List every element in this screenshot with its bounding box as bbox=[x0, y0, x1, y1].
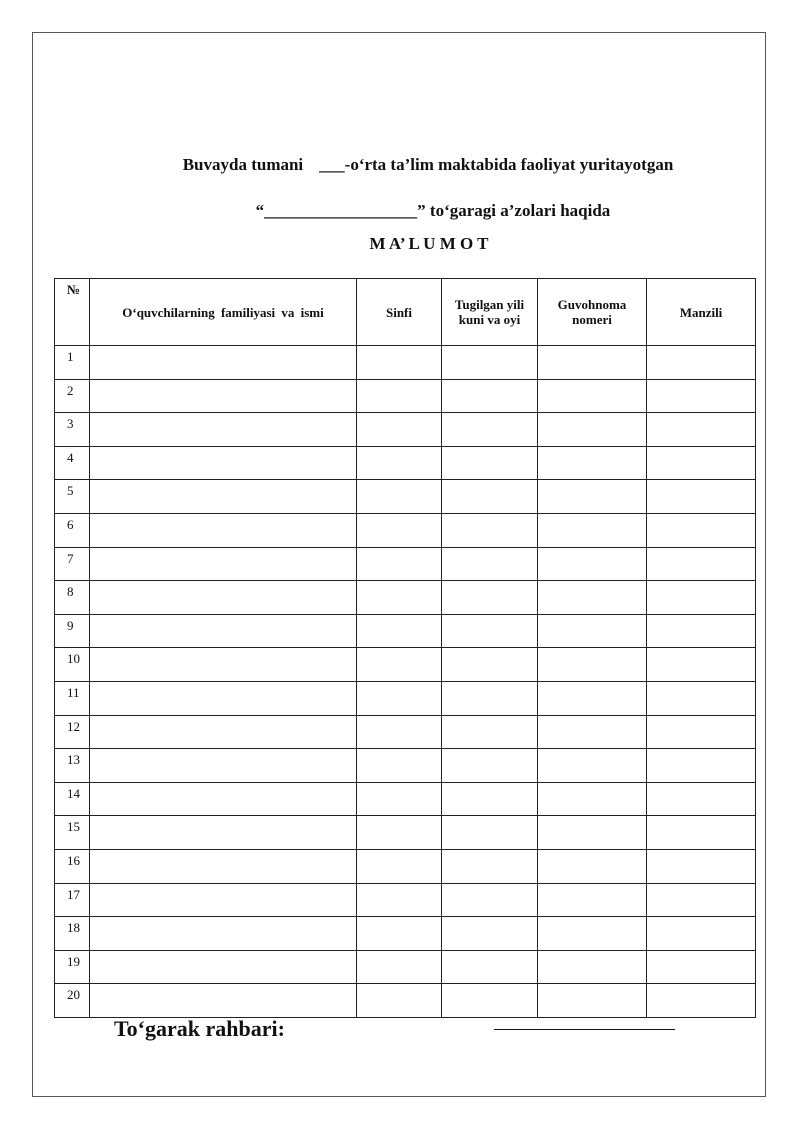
student-name-cell[interactable] bbox=[90, 614, 357, 648]
student-name-cell[interactable] bbox=[90, 950, 357, 984]
birth-date-cell[interactable] bbox=[442, 413, 538, 447]
student-name-cell[interactable] bbox=[90, 581, 357, 615]
class-cell[interactable] bbox=[357, 984, 442, 1018]
birth-date-cell[interactable] bbox=[442, 346, 538, 380]
table-row bbox=[55, 379, 756, 413]
header-class: Sinfi bbox=[357, 279, 442, 346]
certificate-cell[interactable] bbox=[538, 446, 647, 480]
certificate-cell[interactable] bbox=[538, 917, 647, 951]
student-name-cell[interactable] bbox=[90, 715, 357, 749]
certificate-cell[interactable] bbox=[538, 547, 647, 581]
certificate-cell[interactable] bbox=[538, 681, 647, 715]
table-row bbox=[55, 413, 756, 447]
table-row bbox=[55, 749, 756, 783]
address-cell[interactable] bbox=[647, 984, 756, 1018]
certificate-cell[interactable] bbox=[538, 984, 647, 1018]
table-row bbox=[55, 681, 756, 715]
class-cell[interactable] bbox=[357, 715, 442, 749]
district-name: Buvayda tumani bbox=[182, 155, 304, 174]
address-cell[interactable] bbox=[647, 379, 756, 413]
certificate-cell[interactable] bbox=[538, 413, 647, 447]
table-row bbox=[55, 648, 756, 682]
table-header-row bbox=[55, 279, 756, 346]
class-cell[interactable] bbox=[357, 681, 442, 715]
birth-date-cell[interactable] bbox=[442, 379, 538, 413]
student-name-cell[interactable] bbox=[90, 917, 357, 951]
student-name-cell[interactable] bbox=[90, 749, 357, 783]
row-number: 20 bbox=[55, 984, 90, 1018]
birth-date-cell[interactable] bbox=[442, 480, 538, 514]
birth-date-cell[interactable] bbox=[442, 816, 538, 850]
table-row bbox=[55, 513, 756, 547]
birth-date-cell[interactable] bbox=[442, 950, 538, 984]
certificate-cell[interactable] bbox=[538, 379, 647, 413]
certificate-cell[interactable] bbox=[538, 883, 647, 917]
table-row bbox=[55, 883, 756, 917]
row-number: 10 bbox=[55, 648, 90, 682]
header-certificate-number: Guvohnoma nomeri bbox=[538, 279, 647, 346]
row-number: 14 bbox=[55, 782, 90, 816]
birth-date-cell[interactable] bbox=[442, 648, 538, 682]
student-name-cell[interactable] bbox=[90, 681, 357, 715]
signature-line bbox=[494, 1029, 675, 1030]
class-cell[interactable] bbox=[357, 648, 442, 682]
birth-date-cell[interactable] bbox=[442, 984, 538, 1018]
birth-date-cell[interactable] bbox=[442, 917, 538, 951]
row-number: 7 bbox=[55, 547, 90, 581]
address-cell[interactable] bbox=[647, 681, 756, 715]
birth-date-cell[interactable] bbox=[442, 547, 538, 581]
student-name-cell[interactable] bbox=[90, 413, 357, 447]
document-title: M A’ L U M O T bbox=[369, 234, 489, 253]
student-name-cell[interactable] bbox=[90, 346, 357, 380]
class-cell[interactable] bbox=[357, 950, 442, 984]
table-row bbox=[55, 816, 756, 850]
class-cell[interactable] bbox=[357, 782, 442, 816]
members-table bbox=[54, 278, 756, 1018]
address-cell[interactable] bbox=[647, 917, 756, 951]
row-number: 13 bbox=[55, 749, 90, 783]
row-number: 18 bbox=[55, 917, 90, 951]
table-row bbox=[55, 614, 756, 648]
address-cell[interactable] bbox=[647, 446, 756, 480]
birth-date-cell[interactable] bbox=[442, 581, 538, 615]
row-number: 12 bbox=[55, 715, 90, 749]
table-row bbox=[55, 950, 756, 984]
address-cell[interactable] bbox=[647, 883, 756, 917]
class-cell[interactable] bbox=[357, 581, 442, 615]
student-name-cell[interactable] bbox=[90, 480, 357, 514]
class-cell[interactable] bbox=[357, 917, 442, 951]
row-number: 19 bbox=[55, 950, 90, 984]
heading-school-line bbox=[0, 155, 800, 175]
header-student-name: O‘quvchilarning familiyasi va ismi bbox=[90, 279, 357, 346]
student-name-cell[interactable] bbox=[90, 782, 357, 816]
address-cell[interactable] bbox=[647, 513, 756, 547]
student-name-cell[interactable] bbox=[90, 379, 357, 413]
table-row bbox=[55, 581, 756, 615]
certificate-cell[interactable] bbox=[538, 950, 647, 984]
certificate-cell[interactable] bbox=[538, 749, 647, 783]
certificate-cell[interactable] bbox=[538, 346, 647, 380]
table-row bbox=[55, 984, 756, 1018]
class-cell[interactable] bbox=[357, 346, 442, 380]
certificate-cell[interactable] bbox=[538, 816, 647, 850]
row-number: 1 bbox=[55, 346, 90, 380]
heading-club-line: “__________________” to‘garagi a’zolari haqida bbox=[255, 201, 611, 220]
student-name-cell[interactable] bbox=[90, 816, 357, 850]
class-cell[interactable] bbox=[357, 413, 442, 447]
address-cell[interactable] bbox=[647, 413, 756, 447]
address-cell[interactable] bbox=[647, 749, 756, 783]
header-address: Manzili bbox=[647, 279, 756, 346]
address-cell[interactable] bbox=[647, 849, 756, 883]
school-description: ___-o‘rta ta’lim maktabida faoliyat yuritayotgan bbox=[319, 155, 674, 174]
student-name-cell[interactable] bbox=[90, 883, 357, 917]
address-cell[interactable] bbox=[647, 782, 756, 816]
class-cell[interactable] bbox=[357, 614, 442, 648]
birth-date-cell[interactable] bbox=[442, 681, 538, 715]
class-cell[interactable] bbox=[357, 547, 442, 581]
row-number: 2 bbox=[55, 379, 90, 413]
row-number: 9 bbox=[55, 614, 90, 648]
class-cell[interactable] bbox=[357, 816, 442, 850]
certificate-cell[interactable] bbox=[538, 849, 647, 883]
certificate-cell[interactable] bbox=[538, 715, 647, 749]
student-name-cell[interactable] bbox=[90, 984, 357, 1018]
address-cell[interactable] bbox=[647, 648, 756, 682]
certificate-cell[interactable] bbox=[538, 782, 647, 816]
certificate-cell[interactable] bbox=[538, 513, 647, 547]
table-row bbox=[55, 480, 756, 514]
table-body bbox=[55, 346, 756, 1018]
student-name-cell[interactable] bbox=[90, 446, 357, 480]
address-cell[interactable] bbox=[647, 581, 756, 615]
student-name-cell[interactable] bbox=[90, 648, 357, 682]
class-cell[interactable] bbox=[357, 849, 442, 883]
birth-date-cell[interactable] bbox=[442, 513, 538, 547]
club-leader-label: To‘garak rahbari: bbox=[114, 1016, 285, 1041]
birth-date-cell[interactable] bbox=[442, 614, 538, 648]
class-cell[interactable] bbox=[357, 749, 442, 783]
header-number: № bbox=[55, 279, 90, 346]
row-number: 6 bbox=[55, 513, 90, 547]
class-cell[interactable] bbox=[357, 883, 442, 917]
row-number: 4 bbox=[55, 446, 90, 480]
birth-date-cell[interactable] bbox=[442, 849, 538, 883]
row-number: 17 bbox=[55, 883, 90, 917]
table-row bbox=[55, 782, 756, 816]
student-name-cell[interactable] bbox=[90, 513, 357, 547]
row-number: 16 bbox=[55, 849, 90, 883]
student-name-cell[interactable] bbox=[90, 849, 357, 883]
certificate-cell[interactable] bbox=[538, 614, 647, 648]
birth-date-cell[interactable] bbox=[442, 782, 538, 816]
class-cell[interactable] bbox=[357, 513, 442, 547]
row-number: 3 bbox=[55, 413, 90, 447]
table-row bbox=[55, 547, 756, 581]
class-cell[interactable] bbox=[357, 446, 442, 480]
class-cell[interactable] bbox=[357, 379, 442, 413]
birth-date-cell[interactable] bbox=[442, 883, 538, 917]
address-cell[interactable] bbox=[647, 950, 756, 984]
birth-date-cell[interactable] bbox=[442, 446, 538, 480]
address-cell[interactable] bbox=[647, 480, 756, 514]
birth-date-cell[interactable] bbox=[442, 749, 538, 783]
student-name-cell[interactable] bbox=[90, 547, 357, 581]
row-number: 11 bbox=[55, 681, 90, 715]
address-cell[interactable] bbox=[647, 614, 756, 648]
class-cell[interactable] bbox=[357, 480, 442, 514]
address-cell[interactable] bbox=[647, 715, 756, 749]
row-number: 5 bbox=[55, 480, 90, 514]
certificate-cell[interactable] bbox=[538, 648, 647, 682]
certificate-cell[interactable] bbox=[538, 480, 647, 514]
address-cell[interactable] bbox=[647, 346, 756, 380]
row-number: 15 bbox=[55, 816, 90, 850]
header-birth-date: Tugilgan yili kuni va oyi bbox=[442, 279, 538, 346]
certificate-cell[interactable] bbox=[538, 581, 647, 615]
table-row bbox=[55, 715, 756, 749]
address-cell[interactable] bbox=[647, 547, 756, 581]
table-row bbox=[55, 346, 756, 380]
table-row bbox=[55, 917, 756, 951]
table-row bbox=[55, 446, 756, 480]
table-row bbox=[55, 849, 756, 883]
row-number: 8 bbox=[55, 581, 90, 615]
address-cell[interactable] bbox=[647, 816, 756, 850]
birth-date-cell[interactable] bbox=[442, 715, 538, 749]
